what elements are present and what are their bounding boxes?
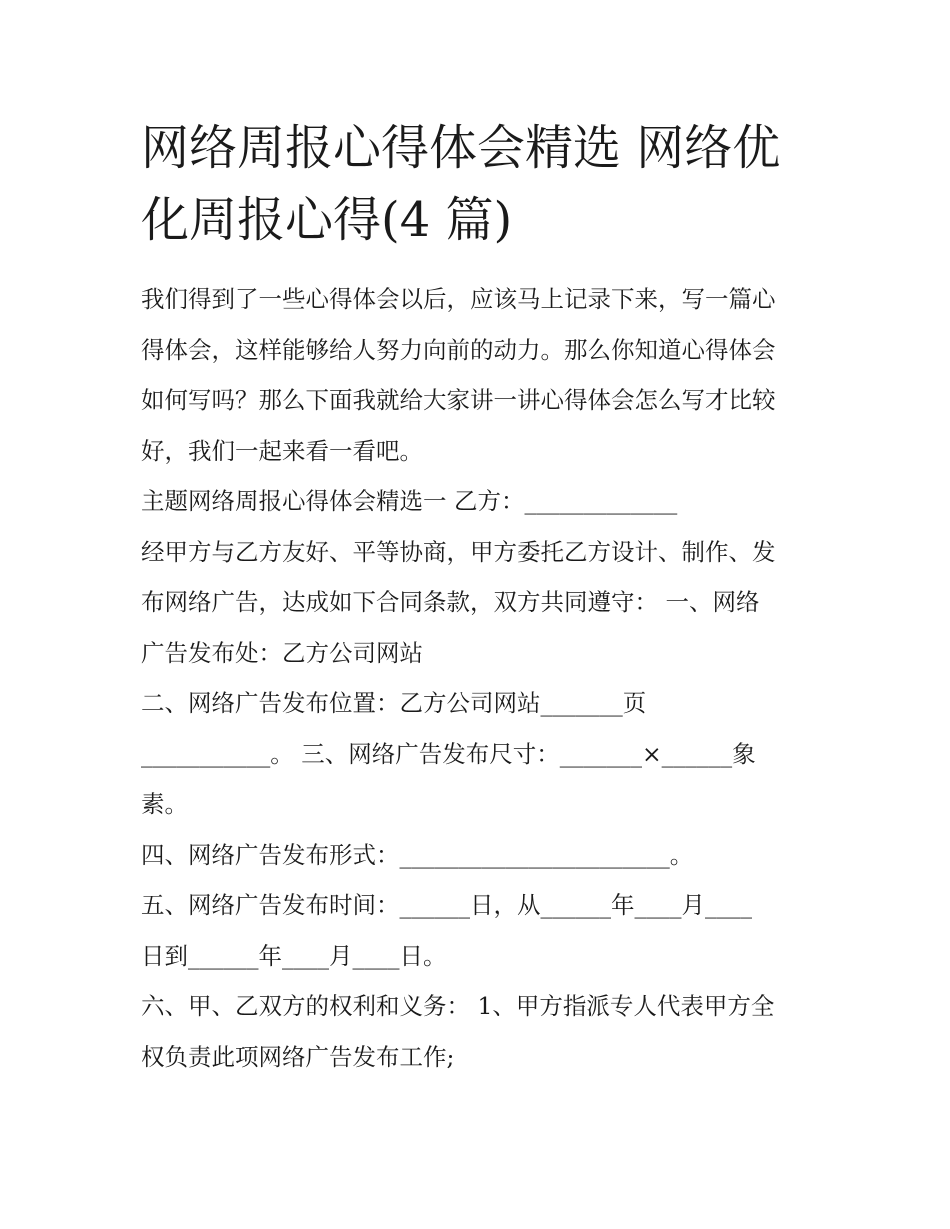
text-line: 六、甲、乙双方的权利和义务： 1、甲方指派专人代表甲方全	[141, 992, 775, 1020]
ad-form-paragraph	[141, 830, 813, 881]
text-line: 日到______年____月____日。	[141, 941, 447, 970]
text-line: 二、网络广告发布位置：乙方公司网站_______页	[141, 689, 647, 717]
text-line: 得体会，这样能够给人努力向前的动力。那么你知道心得体会	[141, 335, 776, 364]
intro-paragraph	[141, 274, 813, 476]
document-title	[141, 112, 813, 256]
text-line: 经甲方与乙方友好、平等协商，甲方委托乙方设计、制作、发	[141, 537, 776, 566]
text-line: 主题网络周报心得体会精选一 乙方：_____________	[141, 487, 678, 515]
agreement-paragraph	[141, 527, 813, 679]
text-line: 好，我们一起来看一看吧。	[141, 436, 423, 465]
rights-paragraph	[141, 981, 813, 1082]
text-line: ___________。 三、网络广告发布尺寸：_______×______象	[141, 739, 756, 768]
text-line: 广告发布处：乙方公司网站	[141, 638, 423, 667]
text-line: 布网络广告，达成如下合同条款，双方共同遵守： 一、网络	[141, 588, 760, 616]
document-body	[141, 274, 813, 1082]
text-line: 我们得到了一些心得体会以后，应该马上记录下来，写一篇心	[141, 285, 776, 313]
ad-time-paragraph	[141, 880, 813, 981]
title-line: 网络周报心得体会精选 网络优	[141, 120, 781, 176]
text-line: 如何写吗？那么下面我就给大家讲一讲心得体会怎么写才比较	[141, 386, 776, 414]
ad-position-paragraph	[141, 678, 813, 830]
text-line: 素。	[141, 790, 188, 818]
topic-paragraph	[141, 476, 813, 527]
text-line: 权负责此项网络广告发布工作;	[141, 1042, 455, 1071]
document-content	[141, 112, 813, 1082]
text-line: 五、网络广告发布时间：______日，从______年____月____	[141, 891, 752, 919]
title-line: 化周报心得(4 篇)	[141, 192, 513, 248]
text-line: 四、网络广告发布形式：_______________________。	[141, 840, 694, 869]
